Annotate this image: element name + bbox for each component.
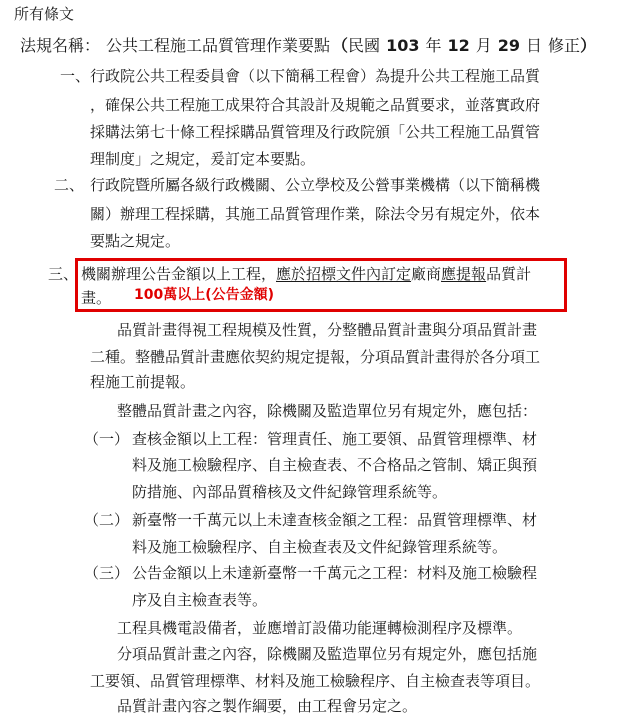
item-2-number: （二） xyxy=(84,511,130,529)
section-2-line: 關）辦理工程採購，其施工品質管理作業，除法令另有規定外，依本 xyxy=(90,205,541,223)
title-day: 29 xyxy=(497,36,521,55)
section-3-text: 廠商 xyxy=(411,265,442,283)
item-3-line: 公告金額以上未達新臺幣一千萬元之工程：材料及施工檢驗程 xyxy=(132,564,538,582)
section-1-line: ，確保公共工程施工成果符合其設計及規範之品質要求，並落實政府 xyxy=(90,96,541,114)
title-amend: 修正 xyxy=(548,36,581,55)
title-year-unit: 年 xyxy=(425,36,442,55)
section-1-line: 行政院公共工程委員會（以下簡稱工程會）為提升公共工程施工品質 xyxy=(90,67,541,85)
item-1-line: 料及施工檢驗程序、自主檢查表、不合格品之管制、矯正與預 xyxy=(132,456,538,474)
page-header: 所有條文 xyxy=(14,5,75,23)
regulation-title xyxy=(20,36,596,56)
item-3-line: 序及自主檢查表等。 xyxy=(132,591,268,609)
section-3-first-line xyxy=(81,264,531,284)
underlined-tender-text: 應於招標文件內訂定 xyxy=(276,265,412,283)
section-2-line: 要點之規定。 xyxy=(90,232,181,250)
title-month-unit: 月 xyxy=(475,36,492,55)
title-year: 103 xyxy=(386,36,420,55)
red-annotation-note: 100萬以上(公告金額) xyxy=(134,287,275,303)
paragraph-line: 工要領、品質管理標準、材料及施工檢驗程序、自主檢查表等項目。 xyxy=(90,672,541,690)
underlined-submit-text: 應提報 xyxy=(441,265,487,283)
paragraph-line: 分項品質計畫之內容，除機關及監造單位另有規定外，應包括施 xyxy=(117,645,538,663)
title-open-paren: （ xyxy=(332,36,349,55)
title-label: 法規名稱： xyxy=(20,36,101,55)
item-2-line: 新臺幣一千萬元以上未達查核金額之工程：品質管理標準、材 xyxy=(132,511,538,529)
section-1-line: 理制度」之規定，爰訂定本要點。 xyxy=(90,150,316,168)
title-day-unit: 日 xyxy=(526,36,543,55)
paragraph-line: 二種。整體品質計畫應依契約規定提報，分項品質計畫得於各分項工 xyxy=(90,348,541,366)
section-2-line: 行政院暨所屬各級行政機關、公立學校及公營事業機構（以下簡稱機 xyxy=(90,176,541,194)
item-3-number: （三） xyxy=(84,564,130,582)
paragraph-line: 程施工前提報。 xyxy=(90,373,196,391)
title-era: 民國 xyxy=(348,36,381,55)
item-1-number: （一） xyxy=(84,430,130,448)
item-1-line: 查核金額以上工程：管理責任、施工要領、品質管理標準、材 xyxy=(132,430,538,448)
section-1-line: 採購法第七十條工程採購品質管理及行政院頒「公共工程施工品質管 xyxy=(90,123,541,141)
section-3-text: 品質計 xyxy=(486,265,532,283)
section-3-number: 三、 xyxy=(48,265,79,283)
regulation-name: 公共工程施工品質管理作業要點 xyxy=(106,36,331,55)
paragraph-line: 工程具機電設備者，並應增訂設備功能運轉檢測程序及標準。 xyxy=(117,619,523,637)
title-close-paren: ） xyxy=(580,36,597,55)
paragraph-line: 品質計畫得視工程規模及性質，分整體品質計畫與分項品質計畫 xyxy=(117,321,538,339)
section-3-text: 機關辦理公告金額以上工程， xyxy=(81,265,277,283)
item-2-line: 料及施工檢驗程序、自主檢查表及文件紀錄管理系統等。 xyxy=(132,538,508,556)
paragraph-line: 整體品質計畫之內容，除機關及監造單位另有規定外，應包括： xyxy=(117,402,538,420)
section-3-line: 畫。 xyxy=(81,289,112,307)
paragraph-line: 品質計畫內容之製作綱要，由工程會另定之。 xyxy=(117,697,418,715)
section-1-number: 一、 xyxy=(60,67,91,85)
section-2-number: 二、 xyxy=(54,176,85,194)
item-1-line: 防措施、內部品質稽核及文件紀錄管理系統等。 xyxy=(132,483,448,501)
title-month: 12 xyxy=(447,36,470,55)
